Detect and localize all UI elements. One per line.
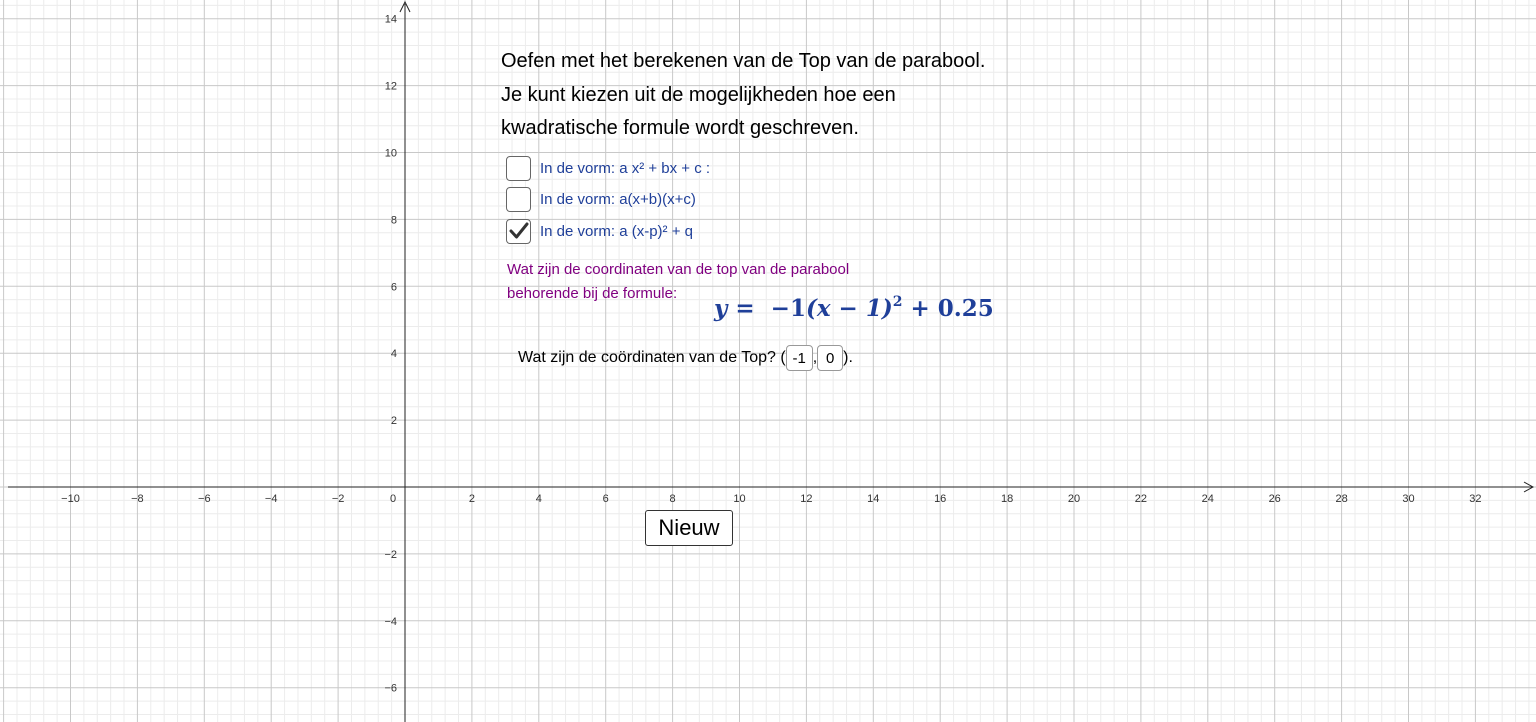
x-tick-label: 26 xyxy=(1268,493,1281,505)
question-line-1: Wat zijn de coordinaten van de top van de parabool xyxy=(507,261,850,278)
intro-line-1: Oefen met het berekenen van de Top van de parabool. xyxy=(501,50,986,72)
y-tick-label: 12 xyxy=(384,80,397,93)
x-tick-label: 22 xyxy=(1134,493,1148,505)
x-tick-label: −10 xyxy=(61,493,80,505)
x-tick-label: 2 xyxy=(468,493,475,505)
checkbox[interactable] xyxy=(506,219,531,244)
x-tick-label: 32 xyxy=(1469,493,1482,505)
x-tick-label: −6 xyxy=(198,493,211,505)
y-tick-label: −2 xyxy=(384,548,397,561)
x-tick-label: −2 xyxy=(331,493,345,505)
option-label: In de vorm: a x² + bx + c : xyxy=(540,159,711,177)
intro-line-2: Je kunt kiezen uit de mogelijkheden hoe een xyxy=(501,84,896,106)
x-tick-label: −4 xyxy=(264,493,278,505)
x-tick-label: 8 xyxy=(669,493,676,505)
option-vertex-form[interactable] xyxy=(506,217,693,245)
question-line-2: behorende bij de formule: xyxy=(507,285,678,302)
x-tick-label: 10 xyxy=(733,493,746,505)
new-button[interactable]: Nieuw xyxy=(645,510,733,546)
formula-exponent: 2 xyxy=(892,294,903,310)
x-tick-label: 12 xyxy=(800,493,813,505)
y-tick-label: 8 xyxy=(390,214,397,227)
x-tick-label: 6 xyxy=(602,493,609,505)
x-tick-label: 4 xyxy=(535,493,542,505)
formula-coefficient: −1 xyxy=(770,295,806,322)
x-axis-labels xyxy=(61,493,1481,505)
checkmark-icon xyxy=(509,222,529,240)
checkbox[interactable] xyxy=(506,187,531,212)
top-y-input[interactable] xyxy=(817,345,843,371)
intro-line-3: kwadratische formule wordt geschreven. xyxy=(501,117,859,139)
y-tick-label: −6 xyxy=(384,682,397,695)
answer-separator: , xyxy=(812,349,818,366)
x-tick-label: 16 xyxy=(934,493,947,505)
answer-prompt: Wat zijn de coördinaten van de Top? ( xyxy=(518,349,786,366)
y-tick-label: 14 xyxy=(384,13,397,26)
y-axis-labels xyxy=(384,14,397,695)
y-tick-label: 10 xyxy=(384,147,397,160)
x-tick-label: 0 xyxy=(389,493,397,505)
formula-lhs: y = xyxy=(714,295,755,322)
x-tick-label: 20 xyxy=(1067,493,1081,505)
x-tick-label: −8 xyxy=(131,493,144,505)
x-tick-label: 28 xyxy=(1335,493,1348,505)
checkbox[interactable] xyxy=(506,156,531,181)
x-tick-label: 24 xyxy=(1201,493,1214,505)
y-tick-label: 4 xyxy=(390,348,397,361)
formula-inner: (x − 1) xyxy=(805,295,893,322)
y-tick-label: −4 xyxy=(384,615,397,628)
top-x-input[interactable] xyxy=(786,345,813,371)
formula-constant: + 0.25 xyxy=(910,295,994,322)
option-label: In de vorm: a(x+b)(x+c) xyxy=(540,190,696,208)
y-tick-label: 2 xyxy=(390,415,397,428)
option-standard-form[interactable] xyxy=(506,154,710,182)
y-tick-label: 6 xyxy=(390,281,397,294)
x-tick-label: 14 xyxy=(867,493,880,505)
quadratic-formula xyxy=(714,294,994,322)
answer-row xyxy=(518,343,853,373)
option-factored-form[interactable] xyxy=(506,185,696,213)
answer-close: ). xyxy=(843,349,853,366)
option-label: In de vorm: a (x-p)² + q xyxy=(540,222,693,240)
x-tick-label: 30 xyxy=(1402,493,1415,505)
x-tick-label: 18 xyxy=(1000,493,1014,505)
